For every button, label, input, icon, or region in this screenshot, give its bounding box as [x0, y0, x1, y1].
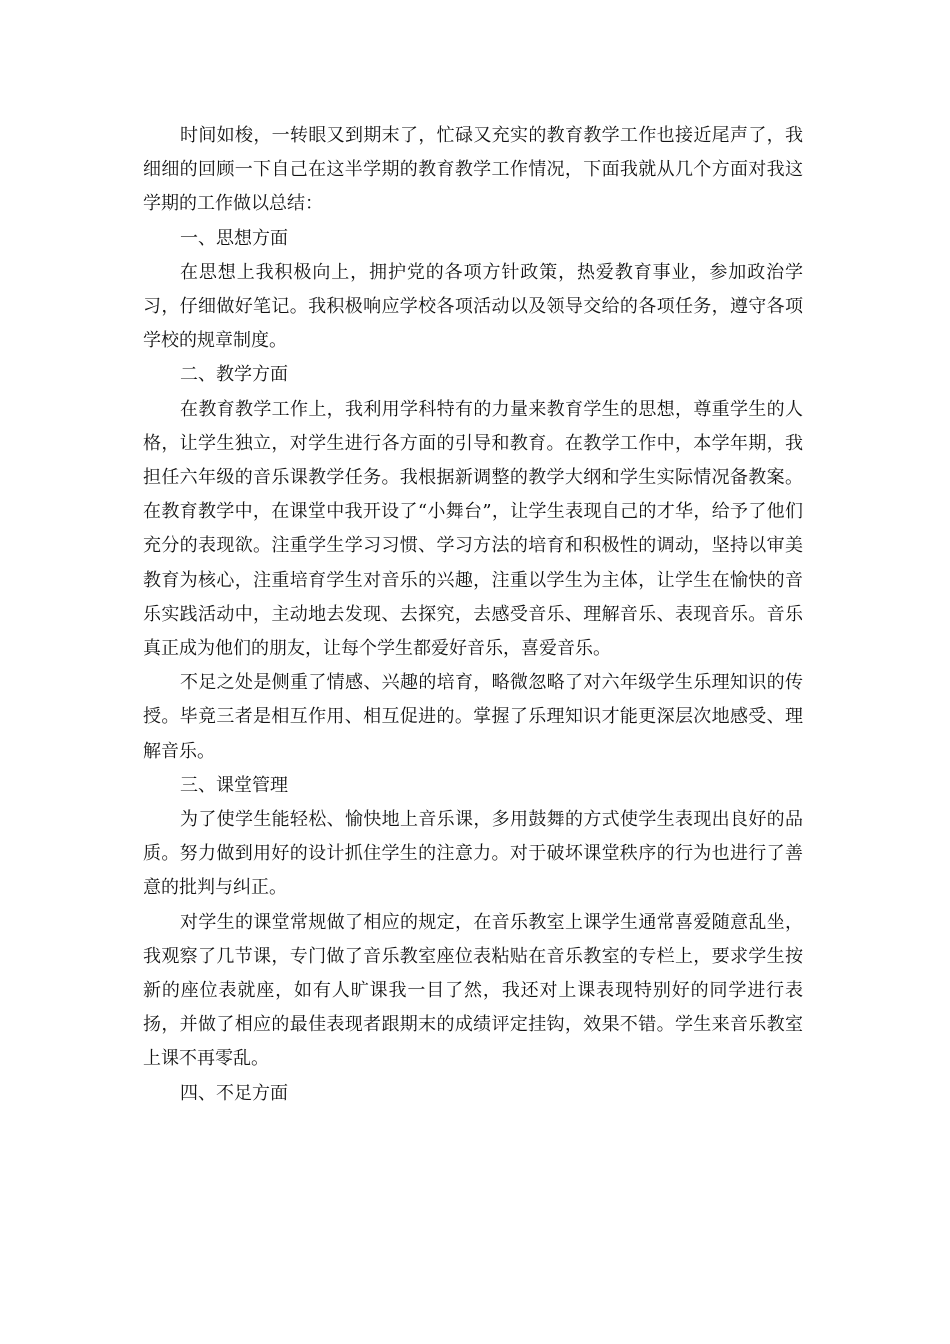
section-heading-thought: 一、思想方面: [180, 227, 288, 249]
thought-paragraph: 在思想上我积极向上，拥护党的各项方针政策，热爱教育事业，参加政治学习，仔细做好笔记。我积极响应学校各项活动以及领导交给的各项任务，遵守各项学校的规章制度。: [143, 261, 803, 352]
section-heading-teaching: 二、教学方面: [180, 364, 288, 386]
section-heading-classroom: 三、课堂管理: [180, 774, 288, 796]
document-page: [143, 119, 803, 1111]
shortcoming-paragraph: 不足之处是侧重了情感、兴趣的培育，略微忽略了对六年级学生乐理知识的传授。毕竟三者是相互作用、相互促进的。掌握了乐理知识才能更深层次地感受、理解音乐。: [143, 672, 803, 762]
classroom-paragraph-1: 为了使学生能轻松、愉快地上音乐课，多用鼓舞的方式使学生表现出良好的品质。努力做到用好的设计抓住学生的注意力。对于破坏课堂秩序的行为也进行了善意的批判与纠正。: [143, 809, 803, 899]
section-heading-deficiency: 四、不足方面: [180, 1082, 288, 1104]
classroom-paragraph-2: 对学生的课堂常规做了相应的规定，在音乐教室上课学生通常喜爱随意乱坐，我观察了几节课，专门做了音乐教室座位表粘贴在音乐教室的专栏上，要求学生按新的座位表就座，如有人旷课我一目了然，我还对上课表现特别好的同学进行表扬，并做了相应的最佳表现者跟期末的成绩评定挂钩，效果不错。学生来音乐教室上课不再零乱。: [143, 911, 803, 1070]
teaching-paragraph: 在教育教学工作上，我利用学科特有的力量来教育学生的思想，尊重学生的人格，让学生独立，对学生进行各方面的引导和教育。在教学工作中，本学年期，我担任六年级的音乐课教学任务。我根据新调整的教学大纲和学生实际情况备教案。在教育教学中，在课堂中我开设了“小舞台”，让学生表现自己的才华，给予了他们充分的表现欲。注重学生学习习惯、学习方法的培育和积极性的调动，坚持以审美教育为核心，注重培育学生对音乐的兴趣，注重以学生为主体，让学生在愉快的音乐实践活动中，主动地去发现、去探究，去感受音乐、理解音乐、表现音乐。音乐真正成为他们的朋友，让每个学生都爱好音乐，喜爱音乐。: [143, 398, 803, 660]
intro-paragraph: 时间如梭，一转眼又到期末了，忙碌又充实的教育教学工作也接近尾声了，我细细的回顾一下自己在这半学期的教育教学工作情况，下面我就从几个方面对我这学期的工作做以总结：: [143, 125, 803, 215]
